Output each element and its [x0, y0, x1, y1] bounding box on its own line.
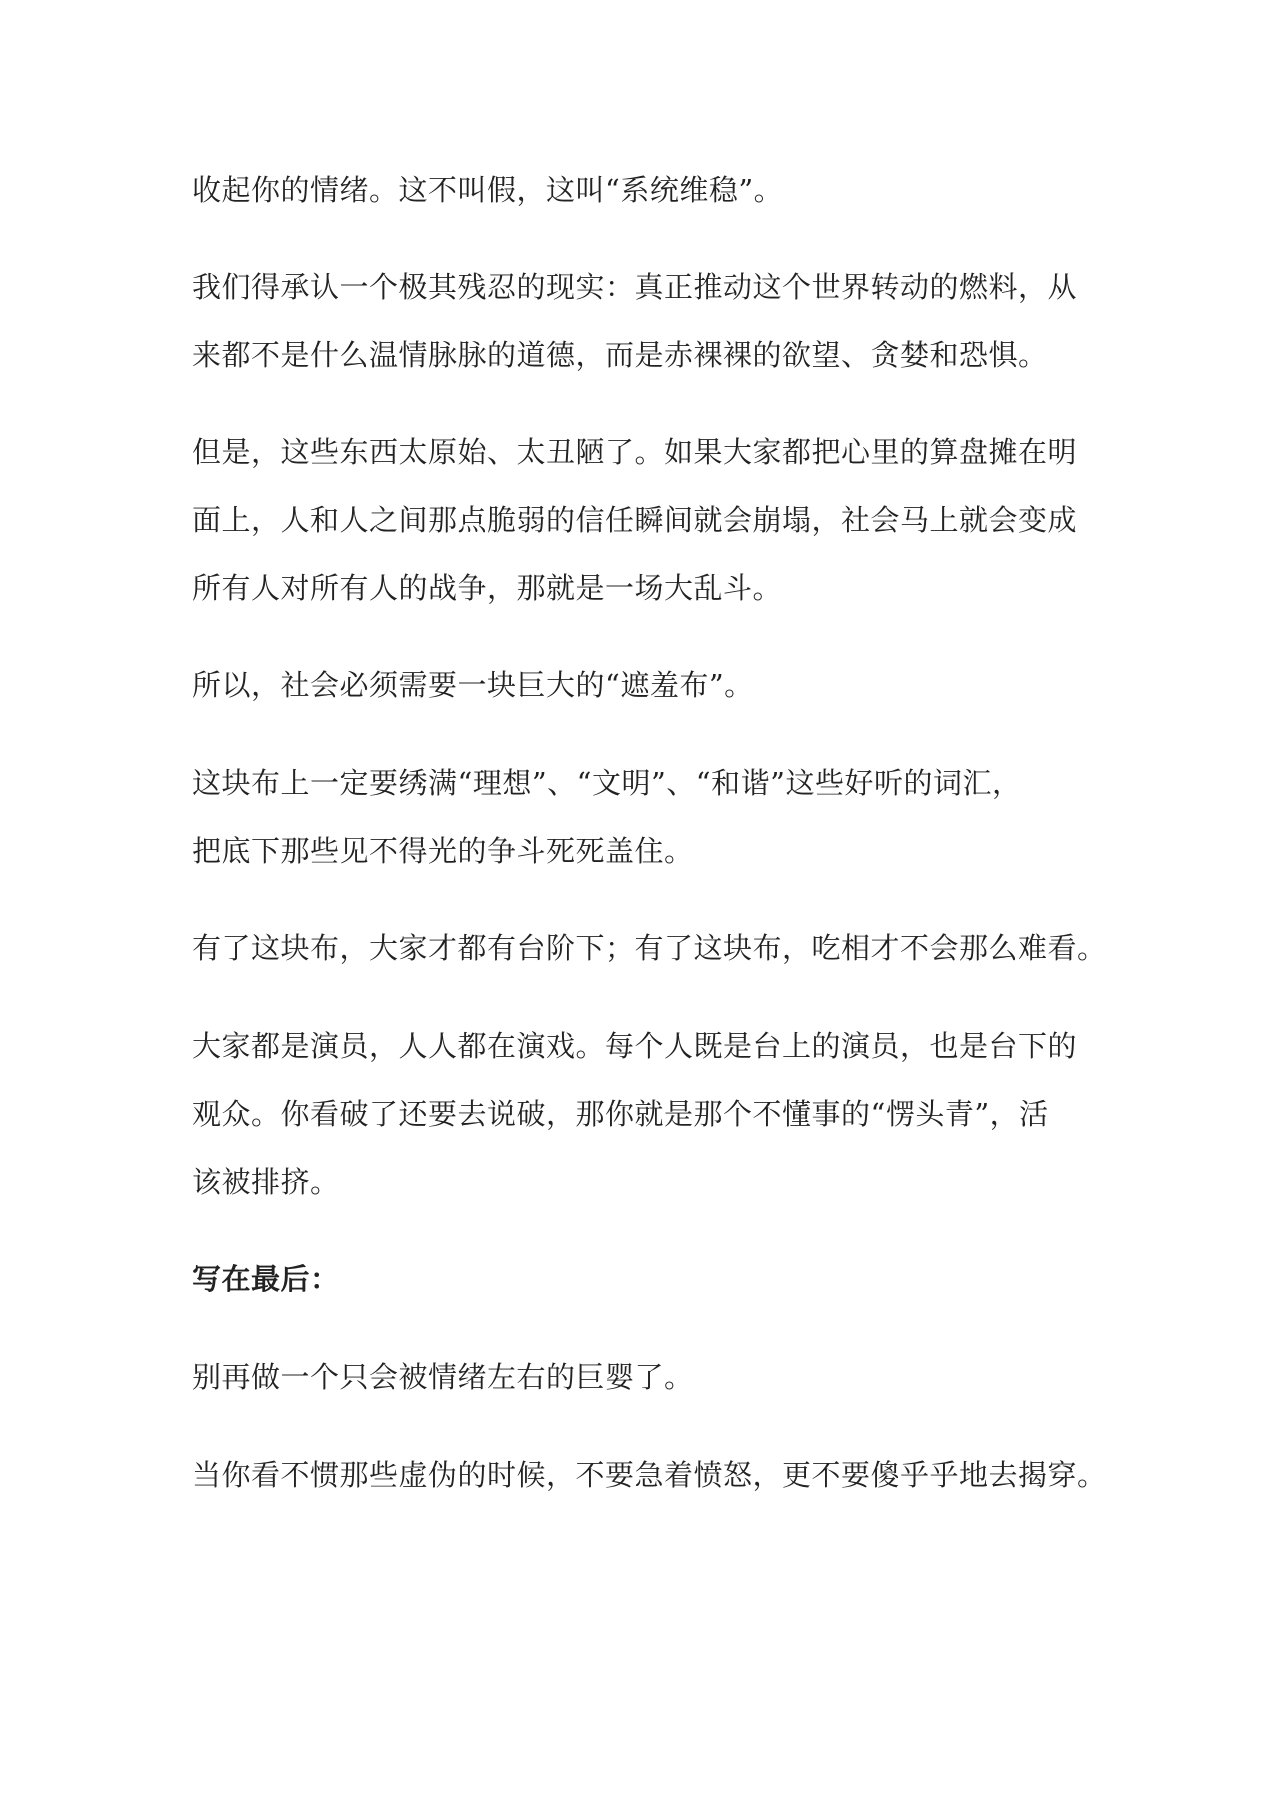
paragraph-line: 我们得承认一个极其残忍的现实：真正推动这个世界转动的燃料，从	[192, 270, 1078, 304]
paragraph-line: 别再做一个只会被情绪左右的巨婴了。	[192, 1360, 694, 1394]
paragraph-6	[192, 914, 1107, 982]
paragraph-line: 但是，这些东西太原始、太丑陋了。如果大家都把心里的算盘摊在明	[192, 435, 1078, 469]
paragraph-line: 大家都是演员，人人都在演戏。每个人既是台上的演员，也是台下的	[192, 1029, 1078, 1063]
paragraph-line: 有了这块布，大家才都有台阶下；有了这块布，吃相才不会那么难看。	[192, 931, 1107, 965]
paragraph-1	[192, 156, 1092, 224]
paragraph-line: 这块布上一定要绣满“理想”、“文明”、“和谐”这些好听的词汇，	[192, 766, 1022, 800]
paragraph-line: 把底下那些见不得光的争斗死死盖住。	[192, 834, 694, 868]
paragraph-line: 当你看不惯那些虚伪的时候，不要急着愤怒，更不要傻乎乎地去揭穿。	[192, 1458, 1107, 1492]
paragraph-2	[192, 253, 1092, 389]
paragraph-7	[192, 1012, 1092, 1216]
heading-line: 写在最后：	[192, 1262, 340, 1296]
paragraph-line: 观众。你看破了还要去说破，那你就是那个不懂事的“愣头青”，活	[192, 1097, 1049, 1131]
paragraph-line: 面上，人和人之间那点脆弱的信任瞬间就会崩塌，社会马上就会变成	[192, 503, 1078, 537]
paragraph-8	[192, 1343, 1092, 1411]
paragraph-line: 该被排挤。	[192, 1165, 340, 1199]
paragraph-4	[192, 651, 1092, 719]
paragraph-line: 收起你的情绪。这不叫假，这叫“系统维稳”。	[192, 173, 784, 207]
paragraph-3	[192, 418, 1092, 622]
paragraph-line: 所以，社会必须需要一块巨大的“遮羞布”。	[192, 668, 754, 702]
paragraph-line: 所有人对所有人的战争，那就是一场大乱斗。	[192, 571, 783, 605]
paragraph-line: 来都不是什么温情脉脉的道德，而是赤裸裸的欲望、贪婪和恐惧。	[192, 338, 1048, 372]
paragraph-9	[192, 1441, 1107, 1509]
paragraph-5	[192, 749, 1092, 885]
section-heading	[192, 1245, 1092, 1313]
